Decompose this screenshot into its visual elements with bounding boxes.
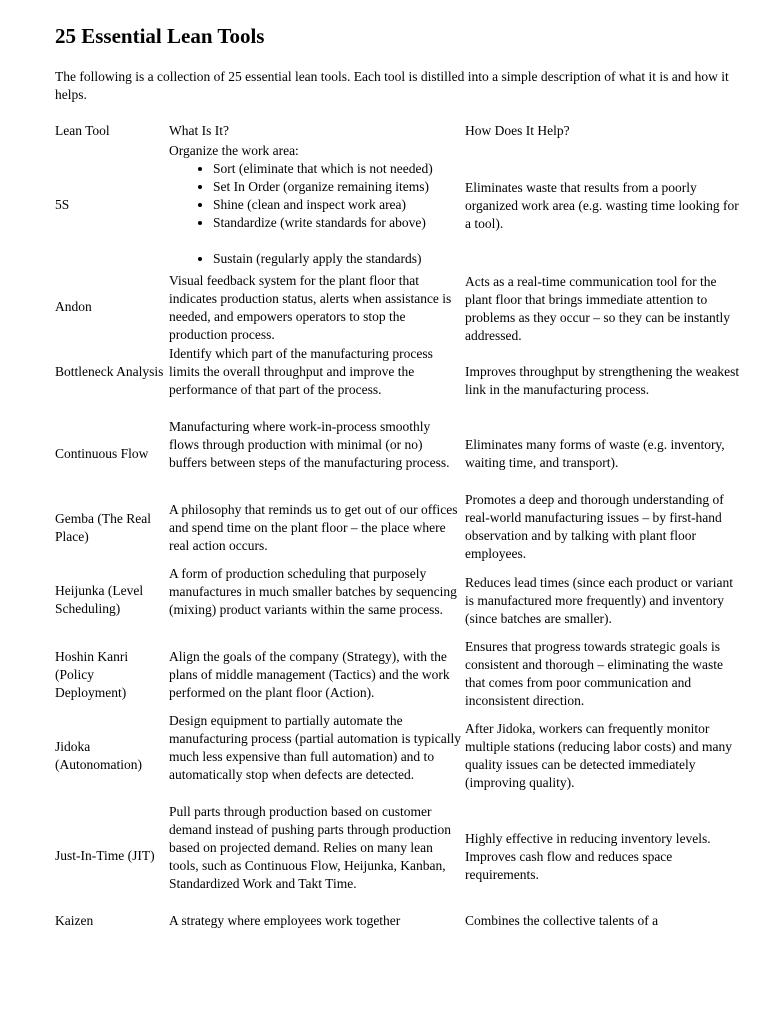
row-kaizen-tool: Kaizen [55,913,94,928]
row-gemba-tool: Gemba (The Real Place) [55,511,151,544]
row-jidoka-what: Design equipment to partially automate the manufacturing process (partial automation is typically much less expensive than full automation) and to automatically stop when defects are detected. [169,713,462,782]
page-title: 25 Essential Lean Tools [55,24,265,48]
row-andon-tool: Andon [55,299,92,314]
row-andon-how: Acts as a real-time communication tool for the plant floor that brings immediate attention to problems as they occur – so they can be instantly addressed. [465,274,731,343]
intro-paragraph: The following is a collection of 25 essential lean tools. Each tool is distilled into a simple description of what it is and how it helps. [55,69,729,102]
row-heijunka-how: Reduces lead times (since each product or variant is manufactured more frequently) and inventory (since batches are smaller). [465,575,734,626]
row-bottleneck-how: Improves throughput by strengthening the weakest link in the manufacturing process. [465,364,740,397]
bullet-set-in-order: • Set In Order (organize remaining items) [213,178,463,196]
row-5s-what [169,142,463,268]
bullet-sustain: • Sustain (regularly apply the standards) [213,250,463,268]
row-andon-what: Visual feedback system for the plant floor that indicates production status, alerts when assistance is needed, and empowers operators to stop the production process. [169,273,452,342]
row-heijunka-tool: Heijunka (Level Scheduling) [55,583,144,616]
header-how-does-it-help: How Does It Help? [465,123,570,138]
row-continuous-flow-tool: Continuous Flow [55,446,149,461]
header-lean-tool: Lean Tool [55,123,110,138]
row-continuous-flow-how: Eliminates many forms of waste (e.g. inventory, waiting time, and transport). [465,437,725,470]
row-5s-bullet-list [169,160,463,232]
row-5s-bullet-list-tail [169,250,463,268]
bullet-shine: • Shine (clean and inspect work area) [213,196,463,214]
row-gemba-how: Promotes a deep and thorough understanding of real-world manufacturing issues – by first-hand observation and by talking with plant floor employees. [465,492,724,561]
row-kaizen-how: Combines the collective talents of a [465,913,659,928]
row-jit-what: Pull parts through production based on customer demand instead of pushing parts through production based on projected demand. Relies on many lean tools, such as Continuous Flow, Heijunka, Kanban, Standardized Work and Takt Time. [169,804,451,891]
row-hoshin-kanri-tool: Hoshin Kanri (Policy Deployment) [55,649,129,700]
row-jidoka-how: After Jidoka, workers can frequently monitor multiple stations (reducing labor costs) and many quality issues can be detected immediately (improving quality). [465,721,732,790]
row-continuous-flow-what: Manufacturing where work-in-process smoothly flows through production with minimal (or no) buffers between steps of the manufacturing process. [169,419,450,470]
row-kaizen-what: A strategy where employees work together [169,913,401,928]
row-bottleneck-tool: Bottleneck Analysis [55,364,164,379]
row-heijunka-what: A form of production scheduling that purposely manufactures in much smaller batches by sequencing (mixing) product variants within the same process. [169,566,457,617]
bullet-gap [169,232,463,250]
header-what-is-it: What Is It? [169,123,229,138]
row-5s-what-intro: Organize the work area: [169,143,299,158]
row-jit-tool: Just-In-Time (JIT) [55,848,155,863]
row-bottleneck-what: Identify which part of the manufacturing process limits the overall throughput and improve the performance of that part of the process. [169,346,433,397]
row-jidoka-tool: Jidoka (Autonomation) [55,739,142,772]
row-5s-tool: 5S [55,197,70,212]
row-jit-how: Highly effective in reducing inventory levels. Improves cash flow and reduces space requirements. [465,831,711,882]
row-hoshin-kanri-what: Align the goals of the company (Strategy), with the plans of middle management (Tactics) and the work performed on the plant floor (Action). [169,649,450,700]
row-gemba-what: A philosophy that reminds us to get out of our offices and spend time on the plant floor – the place where real action occurs. [169,502,458,553]
bullet-sort: • Sort (eliminate that which is not needed) [213,160,463,178]
row-hoshin-kanri-how: Ensures that progress towards strategic goals is consistent and thorough – eliminating the waste that comes from poor communication and inconsistent direction. [465,639,723,708]
bullet-standardize: • Standardize (write standards for above) [213,214,463,232]
row-5s-how: Eliminates waste that results from a poorly organized work area (e.g. wasting time looking for a tool). [465,180,739,231]
